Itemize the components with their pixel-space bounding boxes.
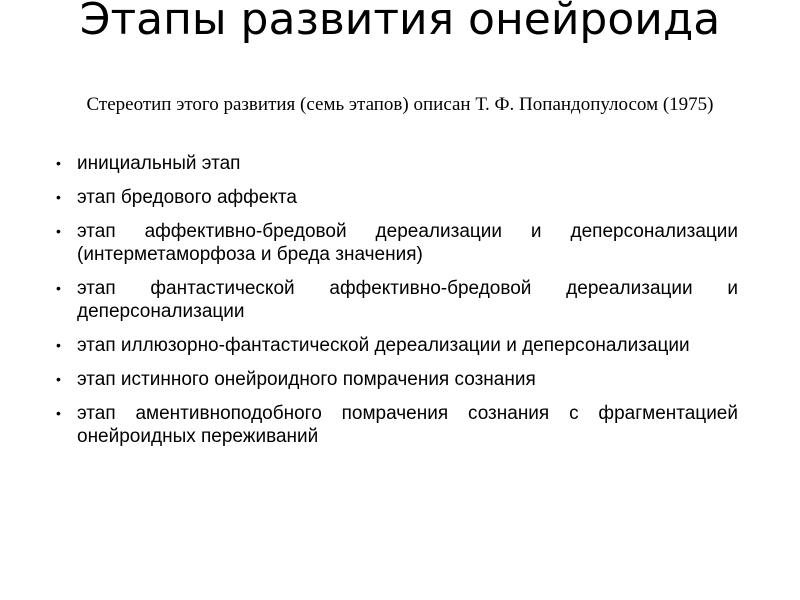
bullet-dot-icon: • (56, 280, 61, 296)
list-item-text: этап фантастической аффективно-бредовой дереализации и деперсонализации (77, 278, 738, 322)
list-item (56, 334, 738, 357)
list-item (56, 220, 738, 266)
bullet-dot-icon: • (56, 223, 61, 239)
list-item-text: этап бредового аффекта (77, 187, 297, 208)
list-item (56, 277, 738, 323)
bullet-dot-icon: • (56, 337, 61, 353)
list-item-text: инициальный этап (77, 153, 241, 174)
list-item-text: этап аментивноподобного помрачения сознания с фрагментацией онейроидных переживаний (77, 403, 738, 447)
list-item-text: этап аффективно-бредовой дереализации и деперсонализации (интерметаморфоза и бреда значения) (77, 221, 738, 265)
bullet-dot-icon: • (56, 189, 61, 205)
bullet-dot-icon: • (56, 155, 61, 171)
list-item-text: этап иллюзорно-фантастической дереализации и деперсонализации (77, 335, 690, 356)
bullet-dot-icon: • (56, 405, 61, 421)
list-item (56, 368, 738, 391)
bullet-dot-icon: • (56, 371, 61, 387)
list-item (56, 186, 738, 209)
list-item (56, 152, 738, 175)
list-item (56, 402, 738, 448)
slide-title: Этапы развития онейроида (79, 0, 721, 45)
slide-subtitle: Стереотип этого развития (семь этапов) описан Т. Ф. Попандопулосом (1975) (86, 94, 714, 115)
bullet-list (56, 152, 738, 459)
list-item-text: этап истинного онейроидного помрачения сознания (77, 369, 536, 390)
